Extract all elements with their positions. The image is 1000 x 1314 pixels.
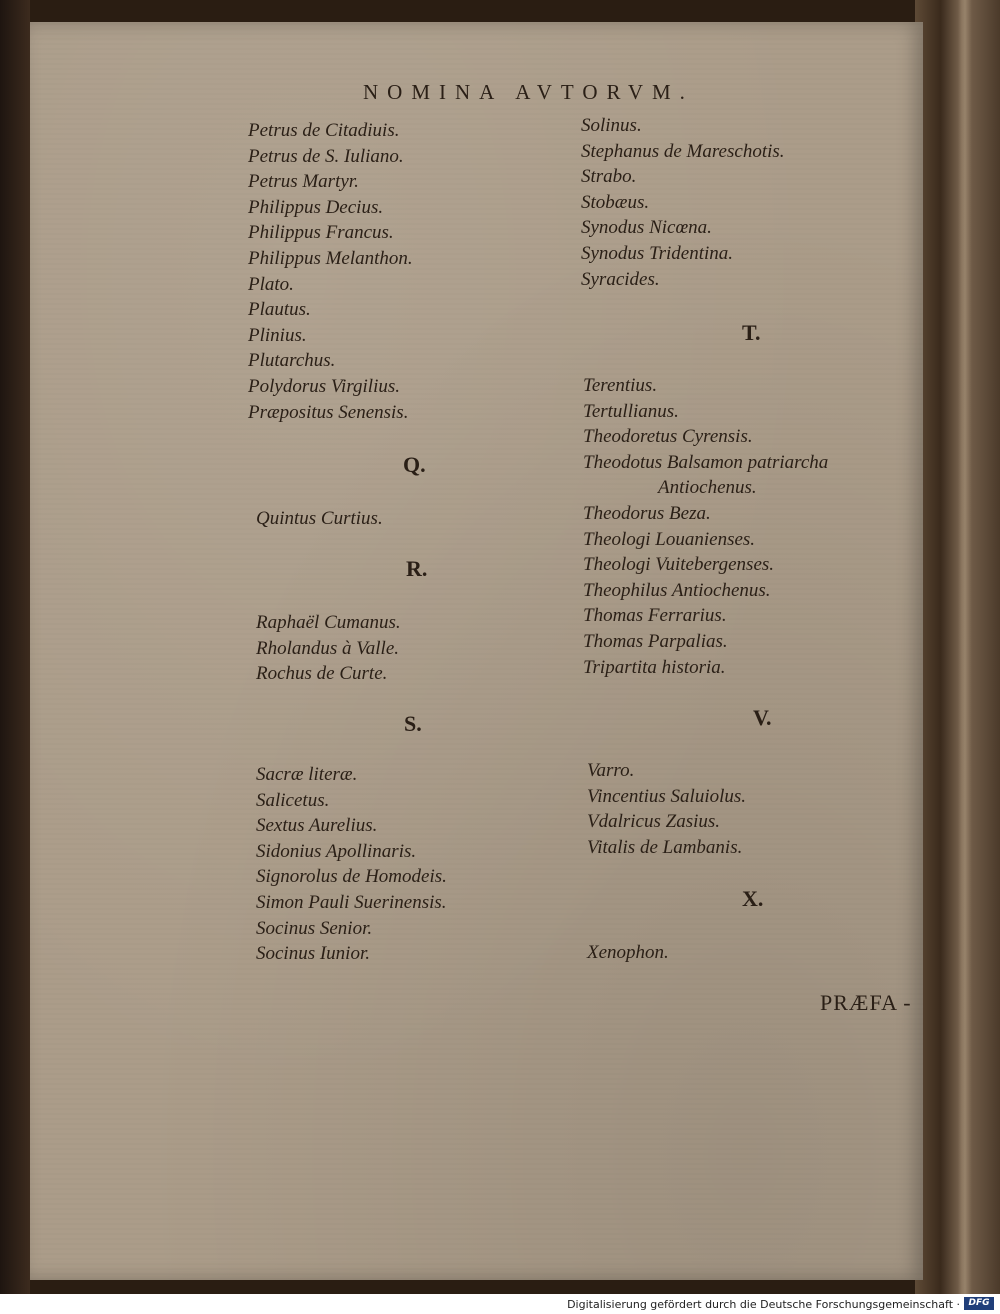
- list-item: Philippus Decius.: [248, 196, 384, 218]
- list-item: Socinus Iunior.: [256, 943, 370, 965]
- list-item: Theodorus Beza.: [583, 502, 711, 524]
- list-item: Rholandus à Valle.: [256, 637, 400, 659]
- list-item: Thomas Parpalias.: [583, 630, 728, 652]
- list-item: Stephanus de Mareschotis.: [581, 140, 785, 162]
- section-x-list: [587, 940, 669, 966]
- section-letter-q: Q.: [403, 452, 426, 477]
- list-item: Philippus Francus.: [248, 222, 394, 244]
- list-item: Petrus Martyr.: [248, 171, 359, 193]
- list-item: Sidonius Apollinaris.: [256, 840, 417, 862]
- list-item: Plato.: [248, 273, 294, 295]
- list-item: Terentius.: [583, 375, 658, 396]
- list-item: Stobæus.: [581, 191, 650, 213]
- list-item: Theophilus Antiochenus.: [583, 579, 771, 601]
- list-item: Tertullianus.: [583, 400, 679, 422]
- dfg-logo-icon: DFG: [964, 1297, 994, 1310]
- list-item: Synodus Tridentina.: [581, 242, 734, 264]
- list-item: Petrus de Citadiuis.: [248, 120, 400, 141]
- list-item: Raphaël Cumanus.: [256, 612, 401, 633]
- list-item: Præpositus Senensis.: [248, 401, 409, 423]
- list-item: Theodoretus Cyrensis.: [583, 426, 753, 448]
- section-letter-s: S.: [404, 711, 422, 736]
- list-item: Salicetus.: [256, 789, 330, 811]
- list-item: Theodotus Balsamon patriarcha: [583, 451, 829, 473]
- list-item: Rochus de Curte.: [256, 663, 388, 685]
- list-item: Philippus Melanthon.: [248, 247, 413, 269]
- page-heading: NOMINA AVTORVM.: [363, 80, 694, 104]
- right-column-s-list: [581, 113, 785, 292]
- section-letter-r: R.: [406, 556, 428, 581]
- section-t-list: [583, 373, 828, 680]
- binding-edge: [0, 0, 30, 1294]
- list-item: Quintus Curtius.: [256, 508, 383, 529]
- list-item: Sacræ literæ.: [256, 764, 358, 785]
- list-item: Sextus Aurelius.: [256, 815, 378, 837]
- list-item: Syracides.: [581, 268, 660, 290]
- list-item: Tripartita historia.: [583, 656, 726, 678]
- list-item: Polydorus Virgilius.: [248, 375, 400, 397]
- list-item: Plinius.: [248, 324, 307, 346]
- list-item: Simon Pauli Suerinensis.: [256, 891, 447, 913]
- list-item: Theologi Vuitebergenses.: [583, 554, 775, 576]
- section-v-list: [587, 758, 746, 860]
- list-item: Varro.: [587, 760, 635, 781]
- list-item: Plautus.: [248, 299, 311, 321]
- section-q-list: [256, 506, 383, 532]
- list-item: Petrus de S. Iuliano.: [248, 145, 404, 167]
- list-item: Vincentius Saluiolus.: [587, 785, 747, 807]
- left-column-p-list: [248, 118, 413, 425]
- footer-credit: Digitalisierung gefördert durch die Deutsche Forschungsgemeinschaft ·: [567, 1298, 960, 1311]
- section-letter-x: X.: [742, 886, 764, 911]
- list-item: Plutarchus.: [248, 350, 336, 372]
- section-letter-v: V.: [753, 705, 772, 730]
- section-r-list: [256, 610, 401, 687]
- section-s-list: [256, 762, 447, 967]
- list-item: Thomas Ferrarius.: [583, 605, 727, 627]
- list-item: Vdalricus Zasius.: [587, 811, 721, 833]
- list-item: Vitalis de Lambanis.: [587, 836, 743, 858]
- list-item: Signorolus de Homodeis.: [256, 866, 447, 888]
- section-letter-t: T.: [742, 320, 761, 345]
- list-item: Xenophon.: [587, 942, 669, 963]
- list-item: Theologi Louanienses.: [583, 528, 756, 550]
- list-item: Antiochenus.: [658, 477, 757, 499]
- list-item: Solinus.: [581, 115, 642, 136]
- page-fold-highlight: [958, 0, 972, 1294]
- list-item: Socinus Senior.: [256, 917, 373, 939]
- list-item: Strabo.: [581, 166, 637, 188]
- list-item: Synodus Nicœna.: [581, 217, 712, 239]
- catchword: PRÆFA -: [820, 990, 912, 1015]
